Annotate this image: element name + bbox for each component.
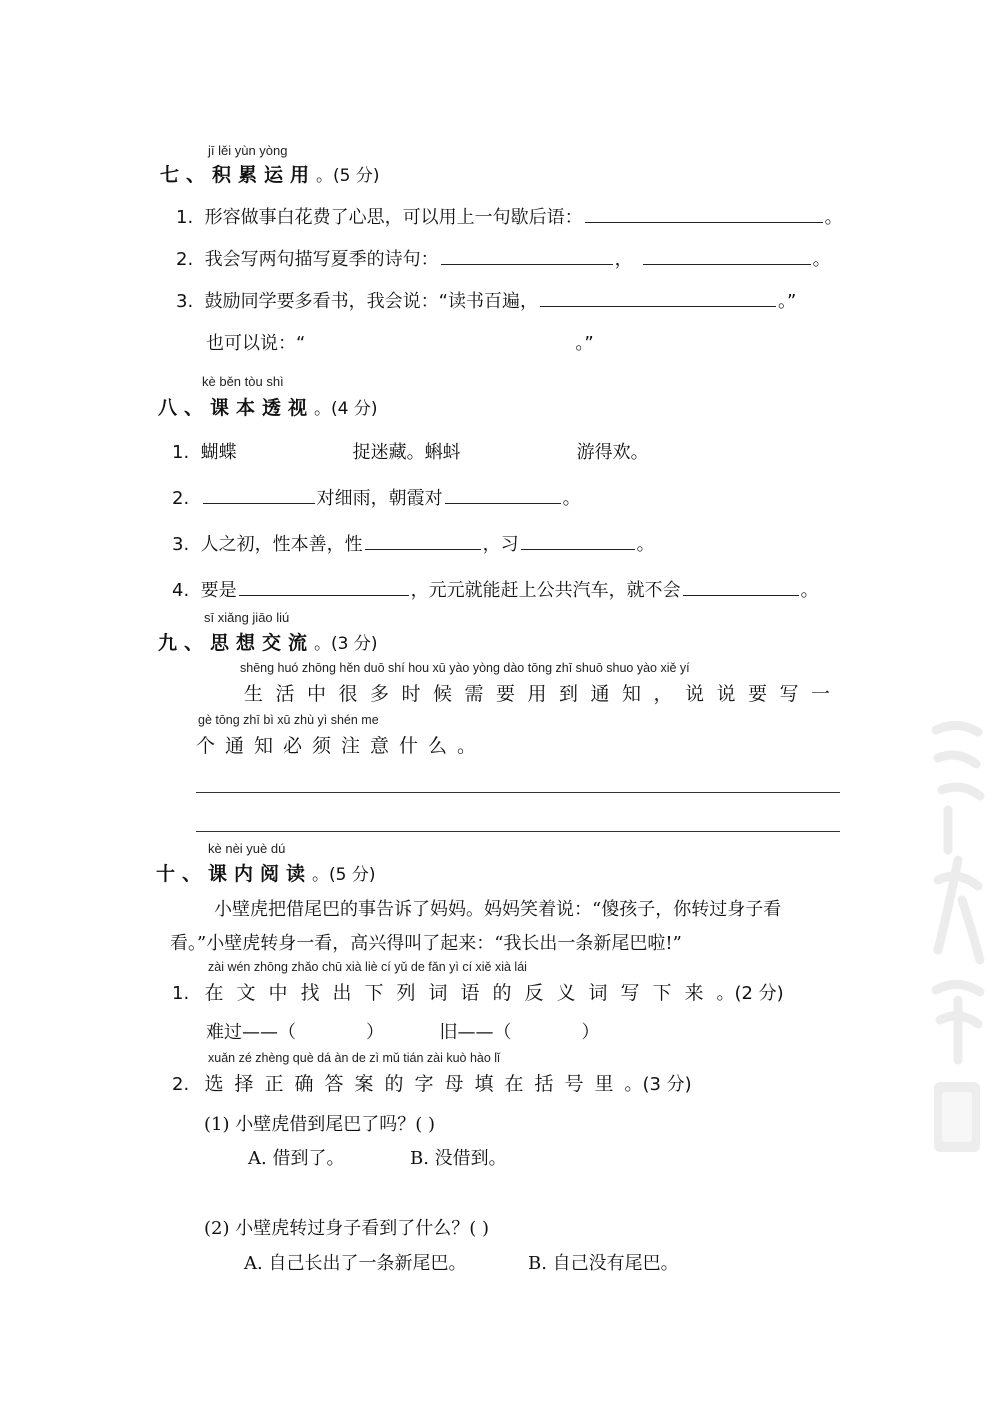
sub-question-1: (1) 小壁虎借到尾巴了吗？( )	[204, 1114, 435, 1135]
q-end: 。	[800, 580, 819, 601]
answer-blank[interactable]	[683, 594, 799, 596]
sec8-q2	[172, 484, 581, 510]
q-text: 捉迷藏。蝌蚪	[352, 442, 461, 463]
sec7-q3	[176, 287, 796, 313]
answer-blank[interactable]	[521, 548, 635, 550]
sec8-q3	[172, 530, 655, 556]
q-score: 。(2 分)	[716, 983, 784, 1004]
sec9-heading	[158, 628, 378, 655]
sec10-q1-answers	[206, 1018, 599, 1044]
q-number: 4.	[172, 580, 190, 601]
q-end: ）	[581, 1022, 600, 1043]
answer-blank[interactable]	[441, 263, 613, 265]
q-end: 。”	[777, 291, 797, 312]
passage-line-1: 小壁虎把借尾巴的事告诉了妈妈。妈妈笑着说：“傻孩子，你转过身子看	[214, 899, 782, 920]
sec8-pinyin: kè běn tòu shì	[202, 374, 284, 389]
sec9-score: 。(3 分)	[314, 634, 378, 654]
q-text: 选择正确答案的字母填在括号里	[204, 1073, 625, 1095]
q-number: 1.	[176, 207, 194, 228]
sec9-line1-text: 生活中很多时候需要用到通知，说说要写一	[244, 683, 843, 705]
sec7-number: 七、	[160, 164, 213, 186]
q-end: 。	[824, 207, 843, 228]
q-number: 3.	[172, 534, 190, 555]
q-text: 蝴蝶	[200, 442, 237, 463]
sec8-q1	[172, 438, 649, 464]
sec9-line2-pinyin: gè tōng zhī bì xū zhù yì shén me	[198, 713, 379, 727]
q-text: 旧——（	[439, 1022, 512, 1043]
sec9-line1-pinyin: shēng huó zhōng hěn duō shí hou xū yào yòng dào tōng zhī shuō shuo yào xiě yí	[240, 661, 690, 675]
sub2-option-a[interactable]: A. 自己长出了一条新尾巴。	[244, 1253, 467, 1274]
sec9-number: 九、	[158, 632, 211, 654]
answer-blank[interactable]	[540, 305, 776, 307]
sec8-heading	[158, 393, 378, 420]
sec10-score: 。(5 分)	[312, 865, 376, 885]
watermark-calligraphy-icon	[928, 710, 986, 1170]
q-text: 我会写两句描写夏季的诗句：	[204, 249, 439, 270]
sec7-title: 积累运用	[212, 164, 317, 186]
sub1-option-b[interactable]: B. 没借到。	[410, 1148, 507, 1169]
q-text: 人之初，性本善，性	[200, 534, 363, 555]
sec10-heading	[156, 859, 376, 886]
sec10-pinyin: kè nèi yuè dú	[208, 841, 286, 856]
sec8-q4	[172, 576, 819, 602]
q-text: 对细雨，朝霞对	[316, 488, 443, 509]
answer-blank[interactable]	[585, 221, 823, 223]
sec10-q1	[172, 978, 784, 1005]
q-text: ，元元就能赶上公共汽车，就不会	[410, 580, 681, 601]
q-text: 鼓励同学要多看书，我会说：“读书百遍，	[204, 291, 538, 312]
answer-line[interactable]	[196, 792, 840, 793]
sec10-title: 课内阅读	[208, 863, 313, 885]
q-number: 1.	[172, 442, 190, 463]
sec9-line2-text: 个通知必须注意什么。	[196, 735, 487, 757]
sub1-option-a[interactable]: A. 借到了。	[248, 1148, 345, 1169]
sub2-option-b[interactable]: B. 自己没有尾巴。	[528, 1253, 679, 1274]
answer-blank[interactable]	[365, 548, 481, 550]
q-text: 游得欢。	[576, 442, 649, 463]
q-text: 难过——（	[206, 1022, 296, 1043]
sec8-score: 。(4 分)	[314, 399, 378, 419]
q-number: 3.	[176, 291, 194, 312]
sec7-q2	[176, 245, 831, 271]
sec10-q2	[172, 1069, 692, 1096]
passage-line-2: 看。”小壁虎转身一看，高兴得叫了起来：“我长出一条新尾巴啦!”	[170, 933, 682, 954]
answer-blank[interactable]	[445, 502, 561, 504]
sec7-pinyin: jī lěi yùn yòng	[208, 143, 288, 158]
q-end: 。	[812, 249, 831, 270]
sec9-pinyin: sī xiǎng jiāo liú	[204, 610, 290, 625]
q-mid: ，	[614, 249, 633, 270]
q-end: 。”	[575, 333, 594, 354]
q-number: 2.	[176, 249, 194, 270]
answer-blank[interactable]	[203, 502, 315, 504]
answer-blank[interactable]	[643, 263, 811, 265]
sec10-number: 十、	[156, 863, 209, 885]
answer-blank[interactable]	[239, 594, 409, 596]
sub-question-2: (2) 小壁虎转过身子看到了什么？( )	[204, 1218, 489, 1239]
sec7-score: 。(5 分)	[316, 166, 380, 186]
sec10-q1-pinyin: zài wén zhōng zhǎo chū xià liè cí yǔ de fǎn yì cí xiě xià lái	[208, 960, 527, 974]
answer-line[interactable]	[196, 831, 840, 832]
sec10-q2-pinyin: xuǎn zé zhèng què dá àn de zì mǔ tián zài kuò hào lǐ	[208, 1051, 500, 1065]
q-score: 。(3 分)	[624, 1074, 692, 1095]
q-number: 2.	[172, 1074, 190, 1095]
q-number: 1.	[172, 983, 190, 1004]
sec8-number: 八、	[158, 397, 211, 419]
q-text: 在文中找出下列词语的反义词写下来	[204, 982, 717, 1004]
q-text: 也可以说：“	[206, 333, 306, 354]
sec7-q1	[176, 203, 843, 229]
q-text: 形容做事白花费了心思，可以用上一句歇后语：	[204, 207, 583, 228]
sec8-title: 课本透视	[210, 397, 315, 419]
sec7-heading	[160, 160, 380, 187]
q-text: 要是	[200, 580, 237, 601]
q-number: 2.	[172, 488, 190, 509]
sec9-title: 思想交流	[210, 632, 315, 654]
q-end: 。	[562, 488, 581, 509]
q-end: ）	[366, 1022, 384, 1043]
sec7-q3b	[206, 329, 594, 355]
q-text: ，习	[482, 534, 519, 555]
q-end: 。	[636, 534, 655, 555]
